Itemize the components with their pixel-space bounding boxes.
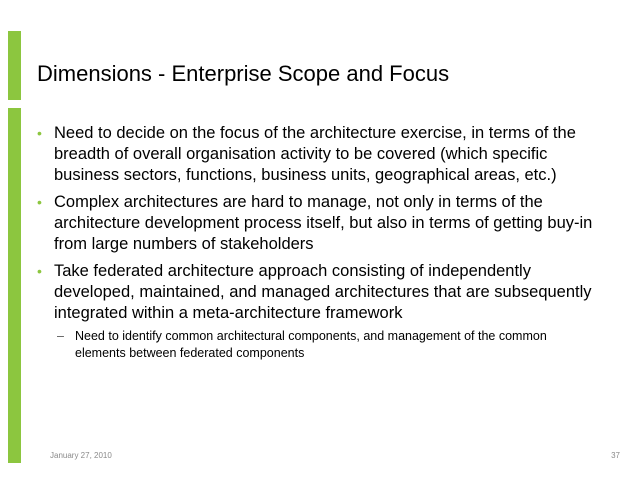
bullet-text: Complex architectures are hard to manage, not only in terms of the architecture development process itself, but also in terms of getting buy-in from large numbers of stakeholders (54, 193, 593, 253)
bullet-item (37, 123, 597, 186)
bullet-item (37, 261, 597, 324)
bullet-text: Need to decide on the focus of the architecture exercise, in terms of the breadth of overall organisation activity to be covered (which specific business sectors, functions, business units, geographical areas, etc.) (54, 124, 576, 184)
sub-bullet-text: Need to identify common architectural components, and management of the common elements between federated components (75, 329, 547, 360)
accent-bar-top (8, 31, 21, 100)
slide-title: Dimensions - Enterprise Scope and Focus (37, 61, 450, 86)
footer-page-number: 37 (611, 451, 620, 460)
bullet-marker: • (37, 194, 42, 210)
sub-bullet-item (57, 328, 597, 362)
footer-date: January 27, 2010 (50, 451, 112, 460)
bullet-text: Take federated architecture approach consisting of independently developed, maintained, and managed architectures that are subsequently integrated within a meta-architecture framework (54, 262, 592, 322)
bullet-marker: • (37, 263, 42, 279)
slide-content (37, 123, 597, 362)
accent-bar-bottom (8, 108, 21, 463)
bullet-item (37, 192, 597, 255)
sub-bullet-marker: – (57, 329, 64, 343)
bullet-marker: • (37, 125, 42, 141)
